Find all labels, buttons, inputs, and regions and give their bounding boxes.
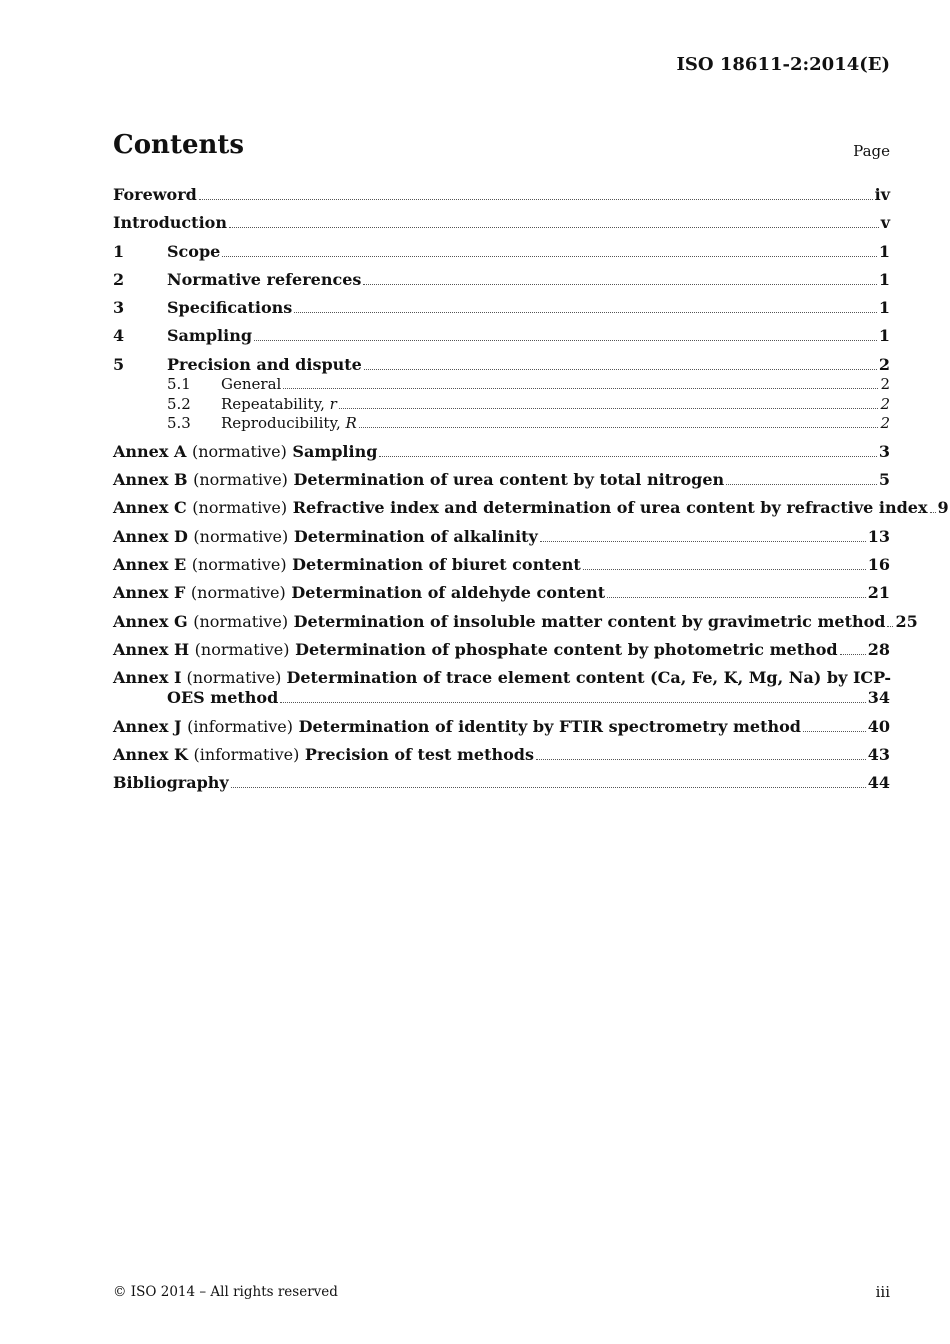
toc-entry-annex-j[interactable] (113, 717, 890, 737)
toc-symbol: R (345, 414, 357, 433)
toc-label: General (221, 375, 282, 394)
toc-label: Annex G (normative) Determination of insoluble matter content by gravimetric method (113, 611, 886, 631)
toc-label: Annex E (normative) Determination of biuret content (113, 555, 581, 575)
toc-label: Annex D (normative) Determination of alkalinity (113, 526, 538, 546)
leader-dots (294, 311, 877, 313)
toc-entry-annex-f[interactable] (113, 583, 890, 603)
toc-page: 1 (878, 326, 890, 346)
leader-dots (199, 198, 873, 200)
toc-page: 5 (878, 470, 890, 490)
toc-number: 5.1 (167, 375, 191, 394)
toc-label: Precision and dispute (167, 354, 362, 374)
toc-page: 43 (867, 744, 890, 764)
toc-label: Foreword (113, 185, 197, 204)
table-of-contents (113, 185, 949, 801)
copyright-notice: © ISO 2014 – All rights reserved (113, 1284, 338, 1300)
toc-subclauses (113, 375, 890, 434)
toc-entry-annex-c[interactable] (113, 498, 949, 518)
document-id: ISO 18611-2:2014(E) (676, 54, 890, 75)
leader-dots (231, 786, 866, 788)
toc-label: Bibliography (113, 773, 229, 793)
toc-entry-introduction[interactable] (113, 213, 890, 233)
toc-entry-annex-a[interactable] (113, 442, 890, 462)
toc-label: Annex J (informative) Determination of identity by FTIR spectrometry method (113, 716, 801, 736)
toc-entry-clause-1[interactable] (113, 242, 890, 262)
toc-entry-annex-e[interactable] (113, 555, 890, 575)
toc-label-continued: OES method (167, 688, 279, 708)
toc-page: 2 (880, 394, 890, 413)
toc-entry-annex-i[interactable] (113, 668, 890, 708)
toc-page: 9 (937, 498, 949, 518)
toc-page: 40 (867, 716, 890, 736)
toc-entry-subclause-5-2[interactable] (113, 395, 890, 415)
page-column-label: Page (853, 142, 890, 160)
toc-entry-annex-d[interactable] (113, 527, 890, 547)
toc-page: iv (874, 185, 890, 204)
toc-page: 25 (895, 611, 918, 631)
toc-entry-foreword[interactable] (113, 185, 890, 205)
toc-entry-annex-g[interactable] (113, 611, 918, 632)
leader-dots (339, 407, 879, 409)
leader-dots (840, 653, 866, 655)
toc-number: 5 (113, 354, 125, 374)
toc-page: 44 (867, 773, 890, 793)
toc-label: Reproducibility, R (221, 414, 357, 433)
toc-number: 4 (113, 326, 125, 346)
toc-page: 16 (867, 555, 890, 575)
toc-label: Sampling (167, 326, 253, 346)
toc-label: Annex B (normative) Determination of urea content by total nitrogen (113, 470, 725, 490)
toc-entry-clause-4[interactable] (113, 326, 890, 346)
leader-dots (930, 511, 936, 513)
toc-entry-clause-2[interactable] (113, 270, 890, 290)
toc-entry-annex-h[interactable] (113, 640, 890, 660)
page-number: iii (875, 1283, 890, 1301)
toc-label: Scope (167, 241, 221, 261)
toc-entry-bibliography[interactable] (113, 773, 890, 793)
leader-dots (540, 540, 866, 542)
toc-label: Repeatability, r (221, 394, 337, 413)
toc-label: Annex A (normative) Sampling (113, 441, 378, 461)
toc-page: 2 (880, 414, 890, 433)
leader-dots (280, 701, 865, 703)
toc-label: Annex I (normative) Determination of trace element content (Ca, Fe, K, Mg, Na) by ICP- (113, 668, 891, 688)
toc-number: 2 (113, 269, 125, 289)
toc-page: 1 (878, 241, 890, 261)
leader-dots (583, 568, 866, 570)
toc-entry-subclause-5-1[interactable] (113, 375, 890, 395)
leader-dots (283, 387, 878, 389)
toc-symbol: r (329, 394, 337, 413)
toc-page: 28 (867, 639, 890, 659)
toc-label: Introduction (113, 213, 227, 233)
toc-label: Annex F (normative) Determination of aldehyde content (113, 583, 606, 603)
toc-page: 3 (878, 441, 890, 461)
toc-page: 1 (878, 298, 890, 318)
leader-dots (607, 596, 866, 598)
toc-page: 1 (878, 269, 890, 289)
leader-dots (363, 283, 876, 285)
leader-dots (887, 625, 893, 627)
toc-label: Annex K (informative) Precision of test methods (113, 744, 534, 764)
leader-dots (254, 339, 877, 341)
leader-dots (726, 483, 877, 485)
toc-entry-subclause-5-3[interactable] (113, 414, 890, 434)
toc-page: v (880, 213, 890, 233)
toc-label: Annex C (normative) Refractive index and determination of urea content by refractive index (113, 498, 928, 518)
toc-label: Specifications (167, 298, 293, 318)
toc-number: 5.3 (167, 414, 191, 433)
toc-label: Annex H (normative) Determination of phosphate content by photometric method (113, 639, 838, 659)
toc-entry-annex-b[interactable] (113, 470, 890, 490)
toc-number: 5.2 (167, 394, 191, 413)
toc-page: 34 (867, 688, 890, 708)
leader-dots (359, 426, 879, 428)
toc-number: 1 (113, 241, 125, 261)
leader-dots (222, 255, 877, 257)
leader-dots (229, 226, 879, 228)
toc-page: 2 (878, 354, 890, 374)
toc-number: 3 (113, 298, 125, 318)
leader-dots (379, 455, 876, 457)
toc-entry-clause-3[interactable] (113, 298, 890, 318)
toc-label: Normative references (167, 269, 362, 289)
toc-page: 2 (880, 375, 890, 394)
leader-dots (364, 368, 877, 370)
leader-dots (536, 758, 866, 760)
toc-page: 21 (867, 583, 890, 603)
toc-page: 13 (867, 526, 890, 546)
toc-entry-annex-k[interactable] (113, 745, 890, 765)
toc-entry-clause-5[interactable] (113, 355, 890, 375)
leader-dots (803, 730, 866, 732)
page-title: Contents (113, 130, 245, 160)
